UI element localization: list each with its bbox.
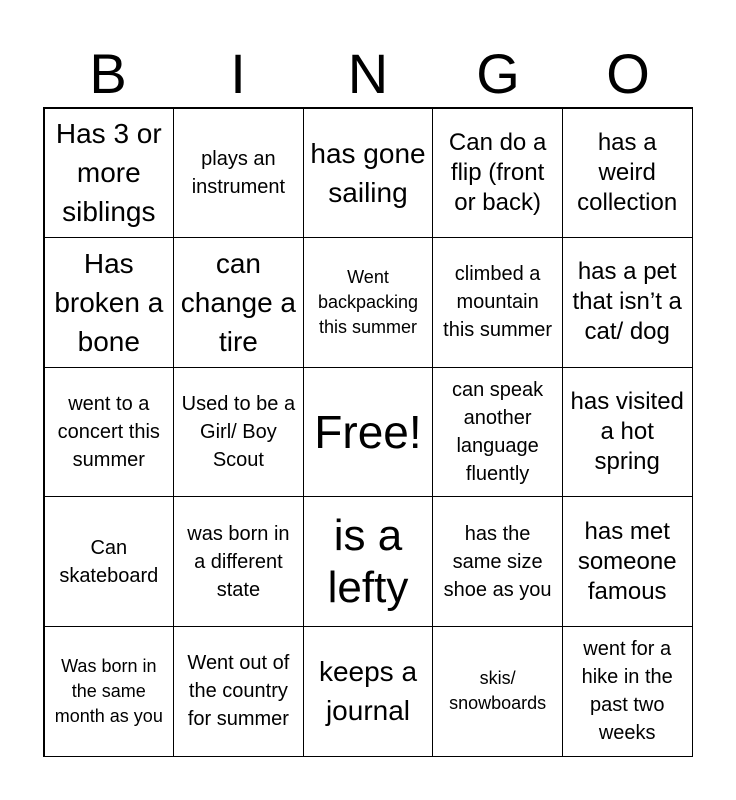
bingo-cell-r4-c5[interactable] — [562, 496, 693, 627]
cell-text: plays an instrument — [191, 147, 286, 198]
bingo-cell-r3-c2[interactable] — [173, 367, 304, 498]
bingo-cell-r4-c4[interactable] — [432, 496, 563, 627]
bingo-cell-r4-c3[interactable] — [303, 496, 434, 627]
bingo-cell-r1-c3[interactable] — [303, 108, 434, 239]
bingo-cell-r1-c2[interactable] — [173, 108, 304, 239]
cell-text: has met someone famous — [577, 517, 677, 605]
cell-text: can speak another language fluently — [452, 378, 544, 485]
cell-text: went to a concert this summer — [57, 392, 160, 471]
cell-text: has visited a hot spring — [570, 387, 684, 475]
bingo-header — [43, 40, 693, 108]
cell-text: climbed a mountain this summer — [443, 263, 553, 342]
bingo-cell-r1-c5[interactable] — [562, 108, 693, 239]
bingo-cell-r5-c4[interactable] — [432, 626, 563, 757]
bingo-cell-r1-c1[interactable] — [44, 108, 175, 239]
cell-text: is a lefty — [327, 510, 409, 612]
cell-text: skis/ snowboards — [449, 668, 547, 714]
cell-text: Has broken a bone — [54, 247, 164, 357]
bingo-cell-r2-c1[interactable] — [44, 237, 175, 368]
header-letter-i: I — [230, 42, 246, 105]
bingo-cell-r2-c2[interactable] — [173, 237, 304, 368]
bingo-cell-r5-c3[interactable] — [303, 626, 434, 757]
header-letter-n: N — [347, 42, 389, 105]
cell-text: Has 3 or more siblings — [55, 118, 162, 228]
header-letter-o: O — [606, 42, 650, 105]
bingo-cell-r4-c2[interactable] — [173, 496, 304, 627]
cell-text: was born in a different state — [187, 522, 290, 601]
cell-text: has a pet that isn’t a cat/ dog — [572, 258, 682, 346]
header-letter-g: G — [476, 42, 520, 105]
cell-text: went for a hike in the past two weeks — [581, 638, 673, 745]
header-letter-b: B — [89, 42, 127, 105]
bingo-cell-r4-c1[interactable] — [44, 496, 175, 627]
bingo-cell-r3-c5[interactable] — [562, 367, 693, 498]
cell-text: has gone sailing — [310, 137, 426, 208]
cell-text: can change a tire — [180, 247, 296, 357]
cell-text: Used to be a Girl/ Boy Scout — [181, 392, 296, 471]
cell-text: Can do a flip (front or back) — [448, 128, 547, 216]
bingo-cell-r1-c4[interactable] — [432, 108, 563, 239]
bingo-cell-r2-c3[interactable] — [303, 237, 434, 368]
bingo-cell-r2-c4[interactable] — [432, 237, 563, 368]
bingo-cell-free[interactable] — [303, 367, 434, 498]
bingo-cell-r5-c5[interactable] — [562, 626, 693, 757]
cell-text: Was born in the same month as you — [54, 655, 163, 726]
cell-text: Free! — [314, 405, 422, 458]
bingo-cell-r5-c2[interactable] — [173, 626, 304, 757]
cell-text: keeps a journal — [318, 656, 418, 727]
cell-text: has the same size shoe as you — [443, 522, 552, 601]
bingo-grid — [43, 107, 693, 757]
bingo-cell-r5-c1[interactable] — [44, 626, 175, 757]
cell-text: Went backpacking this summer — [317, 266, 419, 337]
bingo-cell-r3-c1[interactable] — [44, 367, 175, 498]
cell-text: Can skateboard — [59, 536, 159, 587]
cell-text: has a weird collection — [577, 128, 678, 216]
cell-text: Went out of the country for summer — [187, 652, 290, 731]
bingo-cell-r2-c5[interactable] — [562, 237, 693, 368]
bingo-cell-r3-c4[interactable] — [432, 367, 563, 498]
